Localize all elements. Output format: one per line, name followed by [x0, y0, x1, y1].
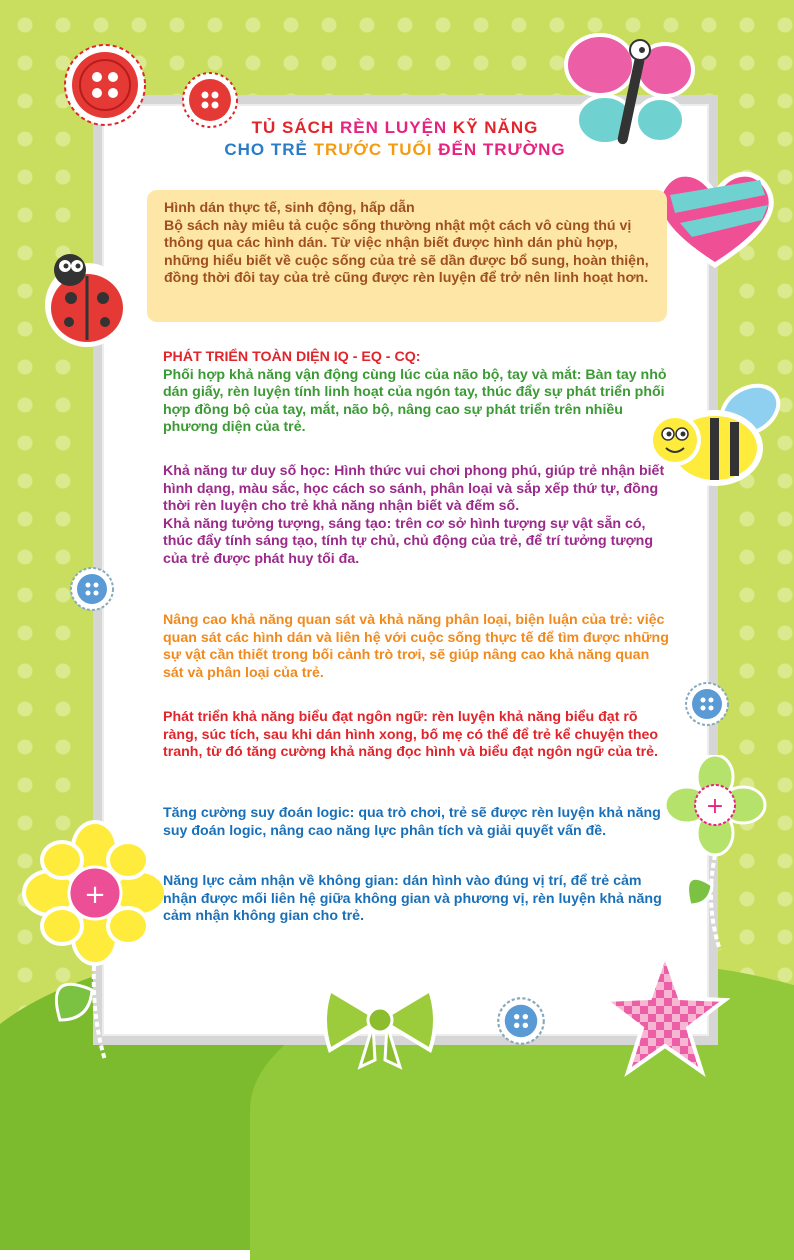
language-paragraph: Phát triển khả năng biểu đạt ngôn ngữ: rèn luyện khả năng biểu đạt rõ ràng, súc tích, sau khi dán hình xong, bố mẹ có thể để trẻ kể chuyện theo tranh, từ đó tăng cường khả năng đọc hình và biểu đạt ngôn ngữ của trẻ. — [163, 709, 659, 760]
title-part: TỦ SÁCH — [251, 118, 340, 137]
math-paragraph: Khả năng tư duy số học: Hình thức vui chơi phong phú, giúp trẻ nhận biết hình dạng, màu sắc, học cách so sánh, phân loại và sắp xếp thứ tự, đồng thời rèn luyện cho trẻ khả năng nhận biết và đếm số. — [163, 463, 665, 514]
blue-button-icon-2 — [683, 680, 731, 728]
intro-heading: Hình dán thực tế, sinh động, hấp dẫn — [164, 200, 415, 216]
star-icon — [600, 950, 730, 1080]
title-line-2 — [150, 140, 640, 162]
section-observation — [163, 612, 673, 682]
observation-paragraph: Nâng cao khả năng quan sát và khả năng phân loại, biện luận của trẻ: việc quan sát các hình dán và liên hệ với cuộc sống thực tế để tìm được những sự vật cần thiết trong bối cảnh trò trơi, sẽ giúp nâng cao khả năng quan sát và phân loại của trẻ. — [163, 612, 669, 681]
title-part: TRƯỚC TUỔI — [313, 140, 439, 159]
blue-button-icon-3 — [495, 995, 547, 1047]
bow-icon — [315, 975, 445, 1070]
imagination-paragraph: Khả năng tưởng tượng, sáng tạo: trên cơ sở hình tượng sự vật sẵn có, thúc đẩy tính sáng tạo, tính tự chủ, chủ động của trẻ, để trí tưởng tượng của trẻ được phát huy tối đa. — [163, 515, 654, 567]
title-part: CHO TRẺ — [224, 140, 314, 159]
section-heading: PHÁT TRIỂN TOÀN DIỆN IQ - EQ - CQ: — [163, 349, 421, 365]
blue-button-icon — [68, 565, 116, 613]
intro-body: Bộ sách này miêu tả cuộc sống thường nhật một cách vô cùng thú vị thông qua các hình dán. Từ việc nhận biết được hình dán phù hợp, những hiểu biết về cuộc sống của trẻ sẽ dần được bổ sung, hoàn thiện, đồng thời đôi tay của trẻ cũng được rèn luyện để trở nên linh hoạt hơn. — [164, 217, 649, 286]
intro-box — [147, 190, 667, 322]
red-button-icon — [60, 40, 150, 130]
spatial-paragraph: Năng lực cảm nhận về không gian: dán hình vào đúng vị trí, để trẻ cảm nhận được mối liên hệ giữa không gian và phương vị, rèn luyện khả năng cảm nhận không gian cho trẻ. — [163, 873, 662, 924]
svg-text:+: + — [84, 880, 106, 910]
series-title — [150, 118, 640, 162]
title-part: RÈN LUYỆN — [339, 118, 453, 137]
section-math-creative — [163, 463, 673, 568]
heart-icon — [650, 165, 780, 275]
section-spatial — [163, 873, 673, 926]
title-line-1 — [150, 118, 640, 140]
svg-text:+: + — [705, 794, 725, 819]
section-language — [163, 709, 673, 762]
section-body: Phối hợp khả năng vận động cùng lúc của não bộ, tay và mắt: Bàn tay nhỏ dán giấy, rèn luyện tính linh hoạt của ngón tay, thúc đẩy sự phát triển phối hợp đồng bộ của tay, mắt, não bộ, nâng cao sự phát triển trên nhiều phương diện của trẻ. — [163, 366, 667, 435]
section-logic — [163, 805, 673, 840]
logic-paragraph: Tăng cường suy đoán logic: qua trò chơi, trẻ sẽ được rèn luyện khả năng suy đoán logic, nâng cao năng lực phân tích và giải quyết vấn đề. — [163, 805, 661, 839]
section-comprehensive — [163, 349, 673, 437]
ladybug-icon — [25, 240, 140, 355]
flower-icon-large — [20, 820, 170, 1060]
title-part: KỸ NĂNG — [452, 118, 539, 137]
flower-icon — [660, 755, 770, 955]
title-part: ĐẾN TRƯỜNG — [438, 140, 566, 159]
